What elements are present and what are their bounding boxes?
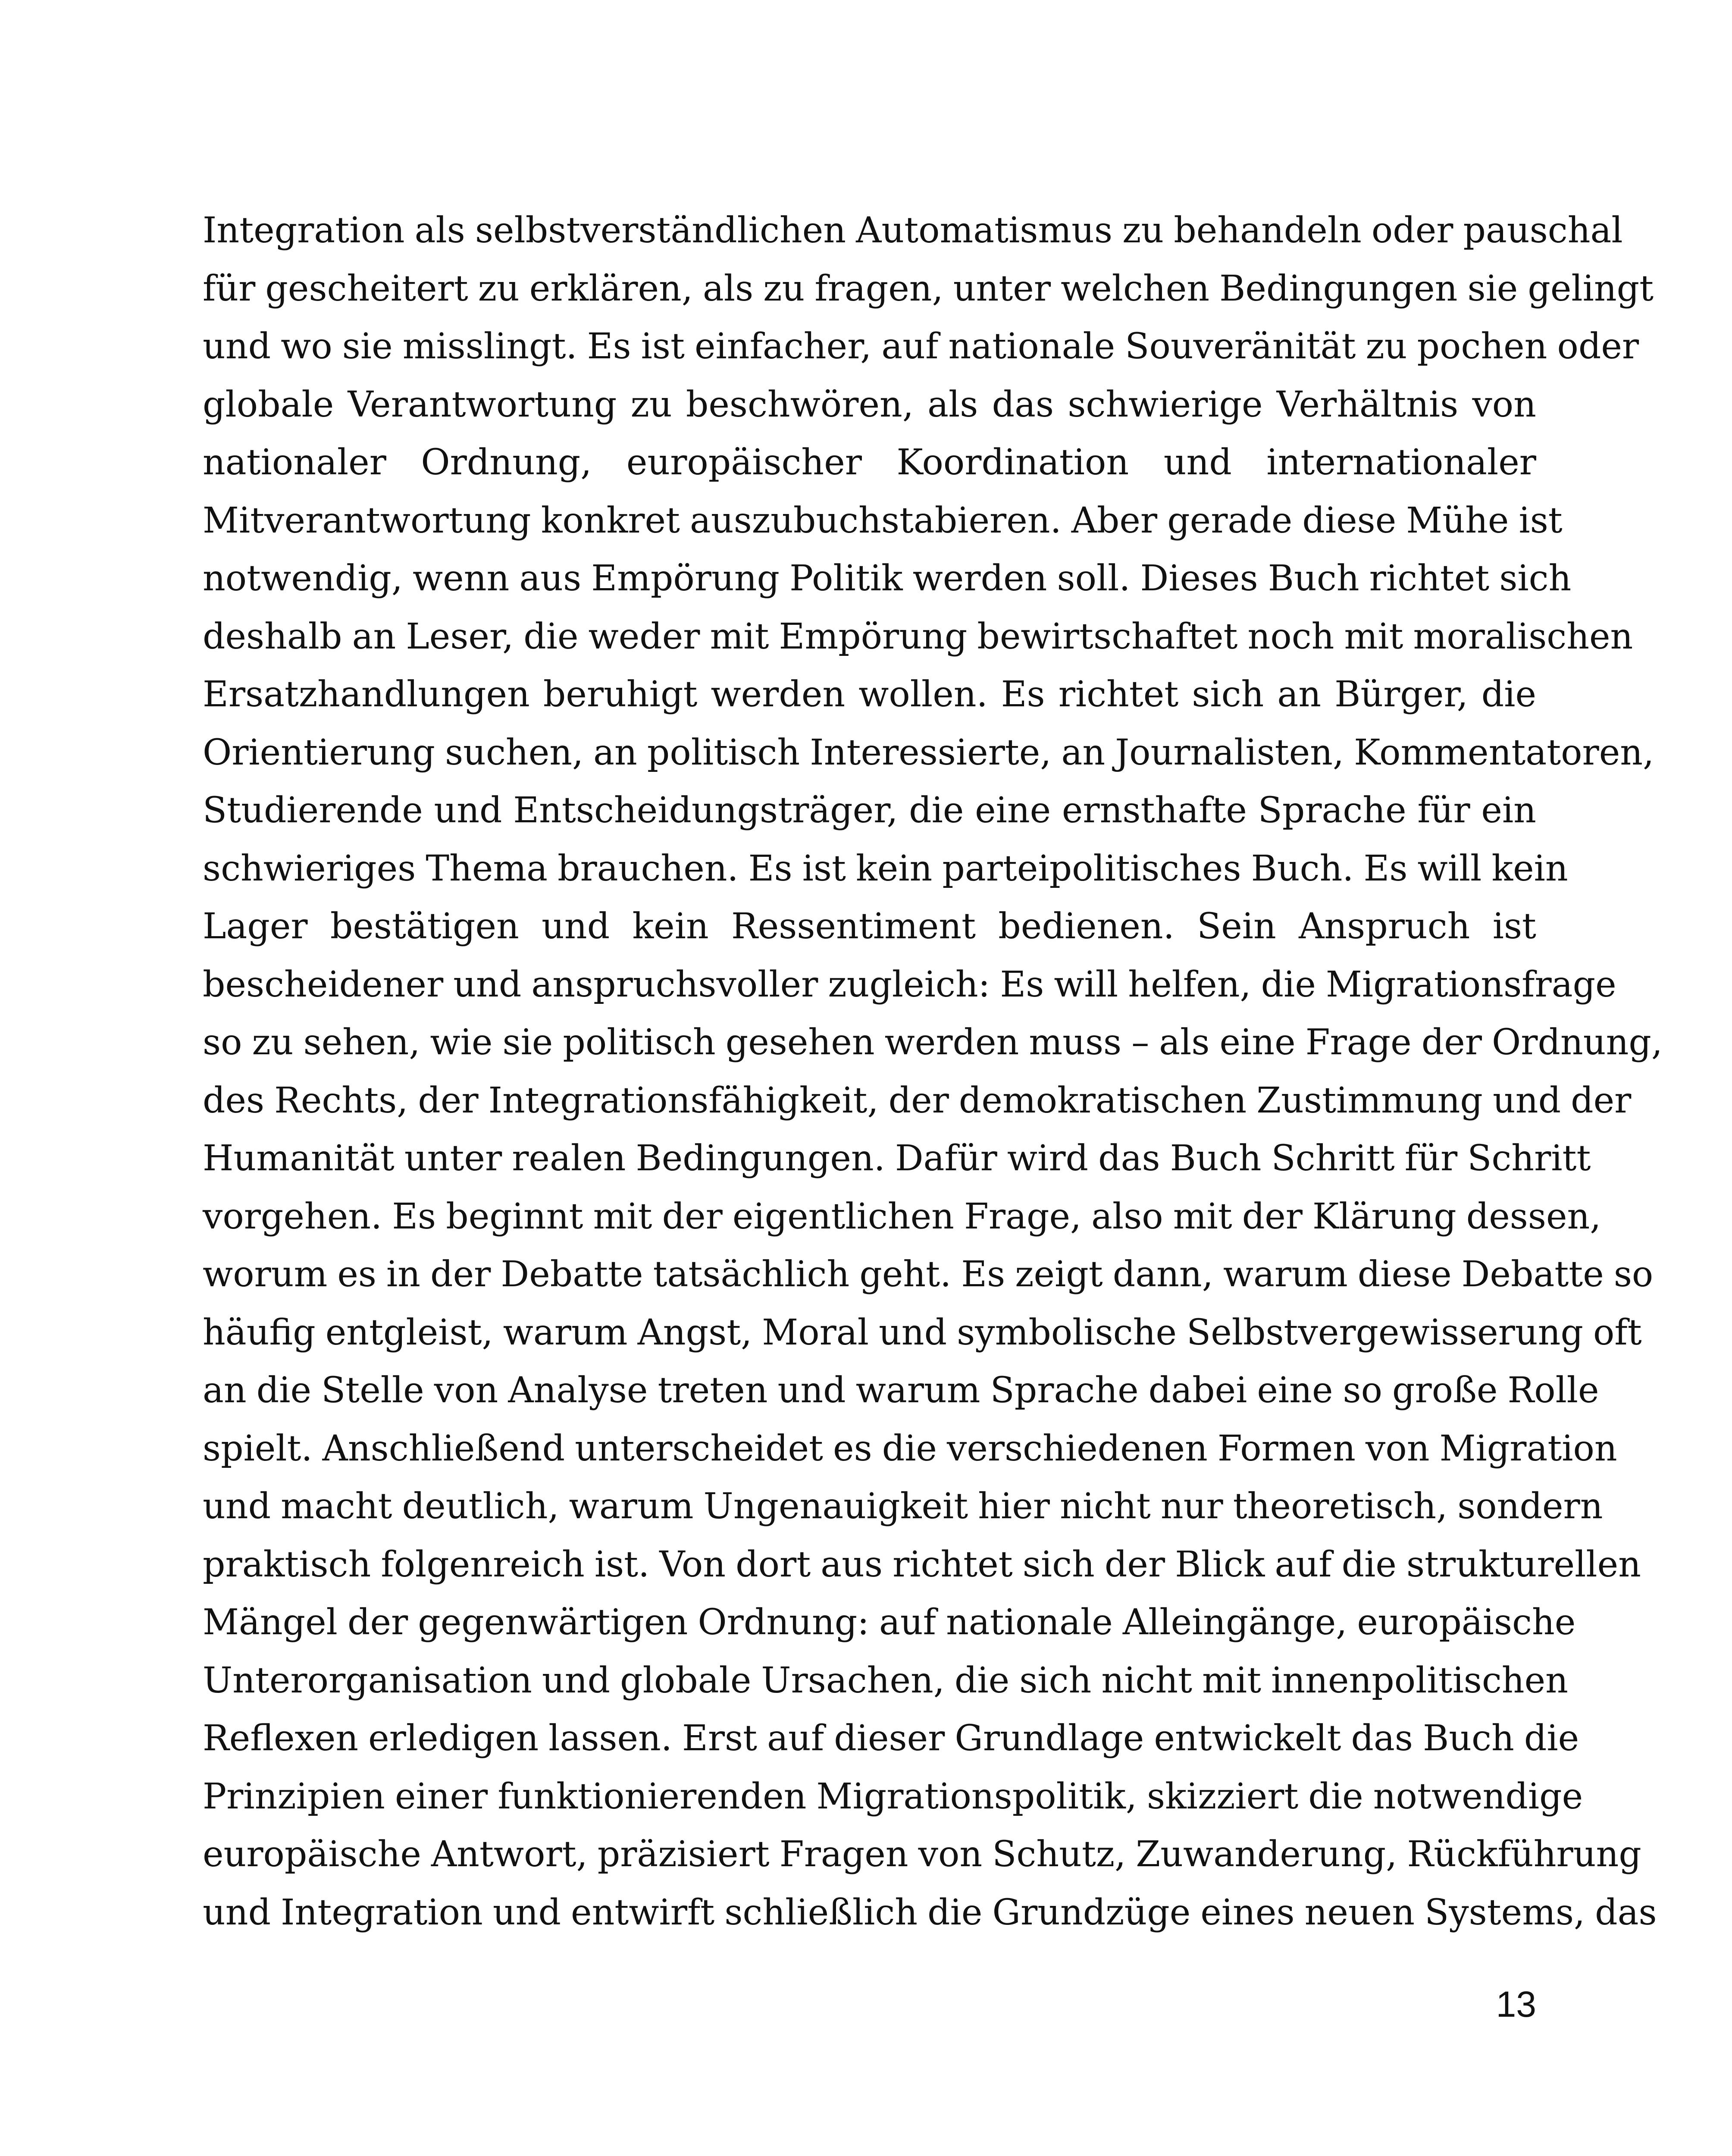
text-line-11: Studierende und Entscheidungsträger, die eine ernsthafte Sprache für ein [203,790,1536,831]
text-line-12: schwieriges Thema brauchen. Es ist kein parteipolitisches Buch. Es will kein [203,848,1568,889]
text-line-2: für gescheitert zu erklären, als zu fragen, unter welchen Bedingungen sie gelingt [203,268,1654,309]
text-line-7: notwendig, wenn aus Empörung Politik werden soll. Dieses Buch richtet sich [203,558,1572,599]
text-line-29: europäische Antwort, präzisiert Fragen von Schutz, Zuwanderung, Rückführung [203,1834,1641,1875]
text-line-19: worum es in der Debatte tatsächlich geht. Es zeigt dann, warum diese Debatte so [203,1254,1654,1295]
text-line-17: Humanität unter realen Bedingungen. Dafür wird das Buch Schritt für Schritt [203,1138,1591,1179]
text-line-23: und macht deutlich, warum Ungenauigkeit hier nicht nur theoretisch, sondern [203,1486,1603,1527]
text-line-16: des Rechts, der Integrationsfähigkeit, der demokratischen Zustimmung und der [203,1080,1632,1121]
page-number: 13 [1496,1984,1536,2024]
text-line-10: Orientierung suchen, an politisch Interessierte, an Journalisten, Kommentatoren, [203,732,1654,773]
text-line-9: Ersatzhandlungen beruhigt werden wollen. Es richtet sich an Bürger, die [203,674,1536,715]
text-line-15: so zu sehen, wie sie politisch gesehen werden muss – als eine Frage der Ordnung, [203,1022,1663,1063]
text-line-22: spielt. Anschließend unterscheidet es die verschiedenen Formen von Migration [203,1428,1617,1469]
text-line-26: Unterorganisation und globale Ursachen, die sich nicht mit innenpolitischen [203,1660,1568,1701]
text-line-5: nationaler Ordnung, europäischer Koordination und internationaler [203,442,1536,483]
text-line-14: bescheidener und anspruchsvoller zugleich: Es will helfen, die Migrationsfrage [203,964,1616,1005]
text-line-28: Prinzipien einer funktionierenden Migrationspolitik, skizziert die notwendige [203,1776,1583,1817]
text-line-21: an die Stelle von Analyse treten und warum Sprache dabei eine so große Rolle [203,1370,1599,1411]
text-line-3: und wo sie misslingt. Es ist einfacher, auf nationale Souveränität zu pochen oder [203,326,1639,367]
text-line-27: Reflexen erledigen lassen. Erst auf dieser Grundlage entwickelt das Buch die [203,1718,1579,1759]
text-line-25: Mängel der gegenwärtigen Ordnung: auf nationale Alleingänge, europäische [203,1602,1576,1643]
text-line-4: globale Verantwortung zu beschwören, als das schwierige Verhältnis von [203,384,1536,425]
text-line-13: Lager bestätigen und kein Ressentiment bedienen. Sein Anspruch ist [203,906,1536,947]
text-line-18: vorgehen. Es beginnt mit der eigentlichen Frage, also mit der Klärung dessen, [203,1196,1601,1237]
text-line-24: praktisch folgenreich ist. Von dort aus richtet sich der Blick auf die strukturellen [203,1544,1641,1585]
text-line-6: Mitverantwortung konkret auszubuchstabieren. Aber gerade diese Mühe ist [203,500,1563,541]
text-line-1: Integration als selbstverständlichen Automatismus zu behandeln oder pauschal [203,210,1623,251]
body-paragraph [203,202,1663,1942]
text-line-8: deshalb an Leser, die weder mit Empörung bewirtschaftet noch mit moralischen [203,616,1633,657]
text-line-20: häufig entgleist, warum Angst, Moral und symbolische Selbstvergewisserung oft [203,1312,1642,1353]
text-line-30: und Integration und entwirft schließlich die Grundzüge eines neuen Systems, das [203,1892,1657,1933]
